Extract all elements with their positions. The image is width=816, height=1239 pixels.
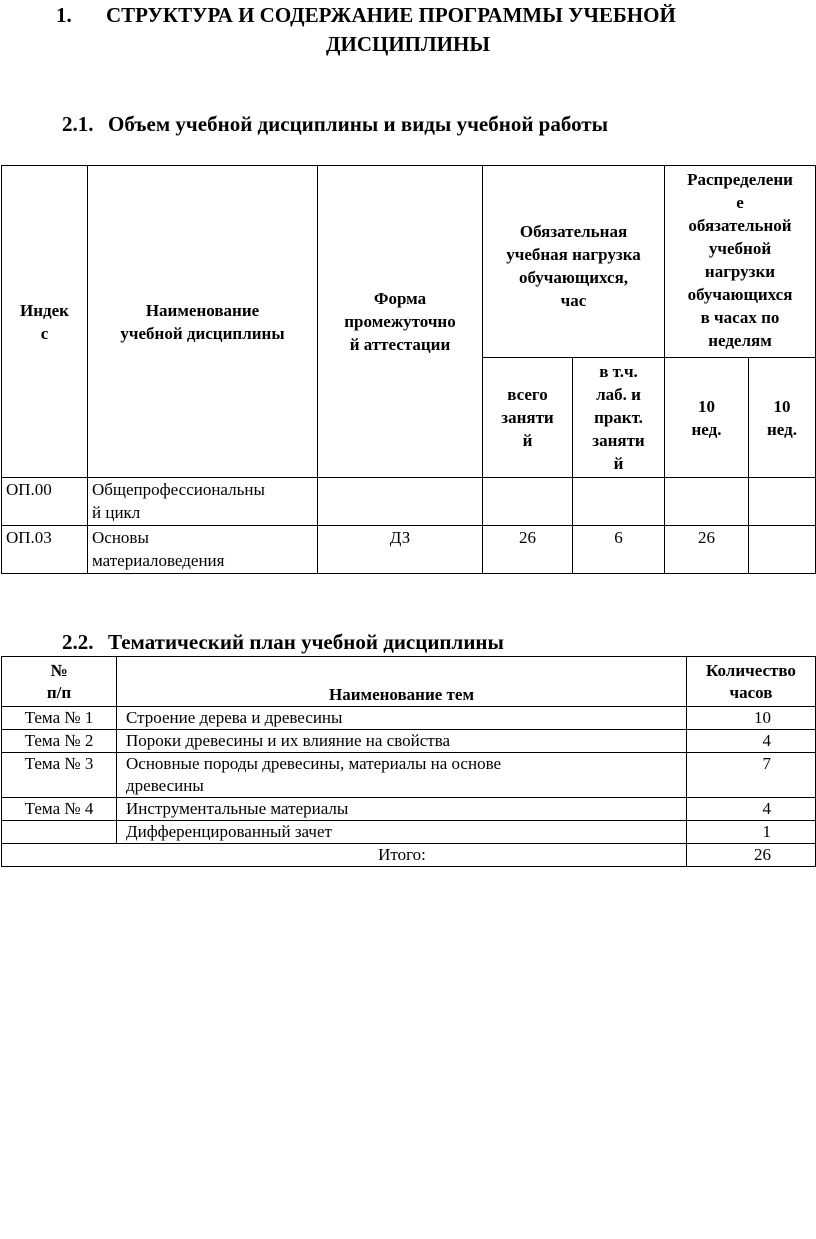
workload-table (1, 165, 816, 574)
cell-topic-name: Пороки древесины и их влияние на свойства (117, 730, 687, 753)
header-index: Индек с (2, 166, 88, 478)
cell-week-1 (665, 478, 749, 526)
cell-index: ОП.00 (2, 478, 88, 526)
cell-hours: 7 (687, 753, 816, 798)
cell-total: 26 (483, 526, 573, 574)
cell-practice (573, 478, 665, 526)
header-mandatory-load: Обязательная учебная нагрузка обучающихся, час (483, 166, 665, 358)
header-week-1: 10 нед. (665, 358, 749, 478)
cell-topic-num: Тема № 3 (2, 753, 117, 798)
header-week-2: 10 нед. (749, 358, 816, 478)
cell-topic-num: Тема № 2 (2, 730, 117, 753)
cell-total (483, 478, 573, 526)
total-hours: 26 (687, 844, 816, 867)
section-title: Объем учебной дисциплины и виды учебной работы (108, 112, 609, 136)
table-row (2, 526, 816, 574)
table-row (2, 478, 816, 526)
section-title-line-2: ДИСЦИПЛИНЫ (326, 32, 490, 56)
table-row (2, 707, 816, 730)
header-practice-classes: в т.ч. лаб. и практ. заняти й (573, 358, 665, 478)
cell-week-2 (749, 478, 816, 526)
section-title-line-1: СТРУКТУРА И СОДЕРЖАНИЕ ПРОГРАММЫ УЧЕБНОЙ (106, 3, 676, 27)
cell-form: ДЗ (318, 526, 483, 574)
cell-topic-name: Дифференцированный зачет (117, 821, 687, 844)
cell-week-1: 26 (665, 526, 749, 574)
cell-topic-num (2, 821, 117, 844)
cell-topic-name: Строение дерева и древесины (117, 707, 687, 730)
section-heading-2-2 (62, 630, 504, 655)
cell-hours: 4 (687, 798, 816, 821)
cell-topic-num: Тема № 4 (2, 798, 117, 821)
cell-hours: 4 (687, 730, 816, 753)
header-total-classes: всего заняти й (483, 358, 573, 478)
table-row (2, 730, 816, 753)
section-number: 2.1. (62, 112, 94, 136)
header-num: № п/п (2, 657, 117, 707)
cell-name: Основы материаловедения (88, 526, 318, 574)
table-row (2, 798, 816, 821)
table-row (2, 753, 816, 798)
cell-form (318, 478, 483, 526)
cell-practice: 6 (573, 526, 665, 574)
cell-name: Общепрофессиональны й цикл (88, 478, 318, 526)
section-number: 2.2. (62, 630, 94, 654)
cell-topic-name: Основные породы древесины, материалы на основе древесины (117, 753, 687, 798)
total-label: Итого: (2, 844, 687, 867)
cell-week-2 (749, 526, 816, 574)
table-row (2, 821, 816, 844)
section-number: 1. (56, 3, 72, 27)
cell-hours: 1 (687, 821, 816, 844)
header-topic-name: Наименование тем (117, 657, 687, 707)
cell-index: ОП.03 (2, 526, 88, 574)
section-title: Тематический план учебной дисциплины (108, 630, 504, 654)
header-weekly-distribution: Распределени е обязательной учебной нагрузки обучающихся в часах по неделям (665, 166, 816, 358)
cell-topic-num: Тема № 1 (2, 707, 117, 730)
header-attestation-form: Форма промежуточно й аттестации (318, 166, 483, 478)
header-discipline-name: Наименование учебной дисциплины (88, 166, 318, 478)
thematic-plan-table (1, 656, 816, 867)
cell-hours: 10 (687, 707, 816, 730)
section-heading-2-1 (62, 112, 608, 137)
header-hours: Количество часов (687, 657, 816, 707)
cell-topic-name: Инструментальные материалы (117, 798, 687, 821)
total-row (2, 844, 816, 867)
